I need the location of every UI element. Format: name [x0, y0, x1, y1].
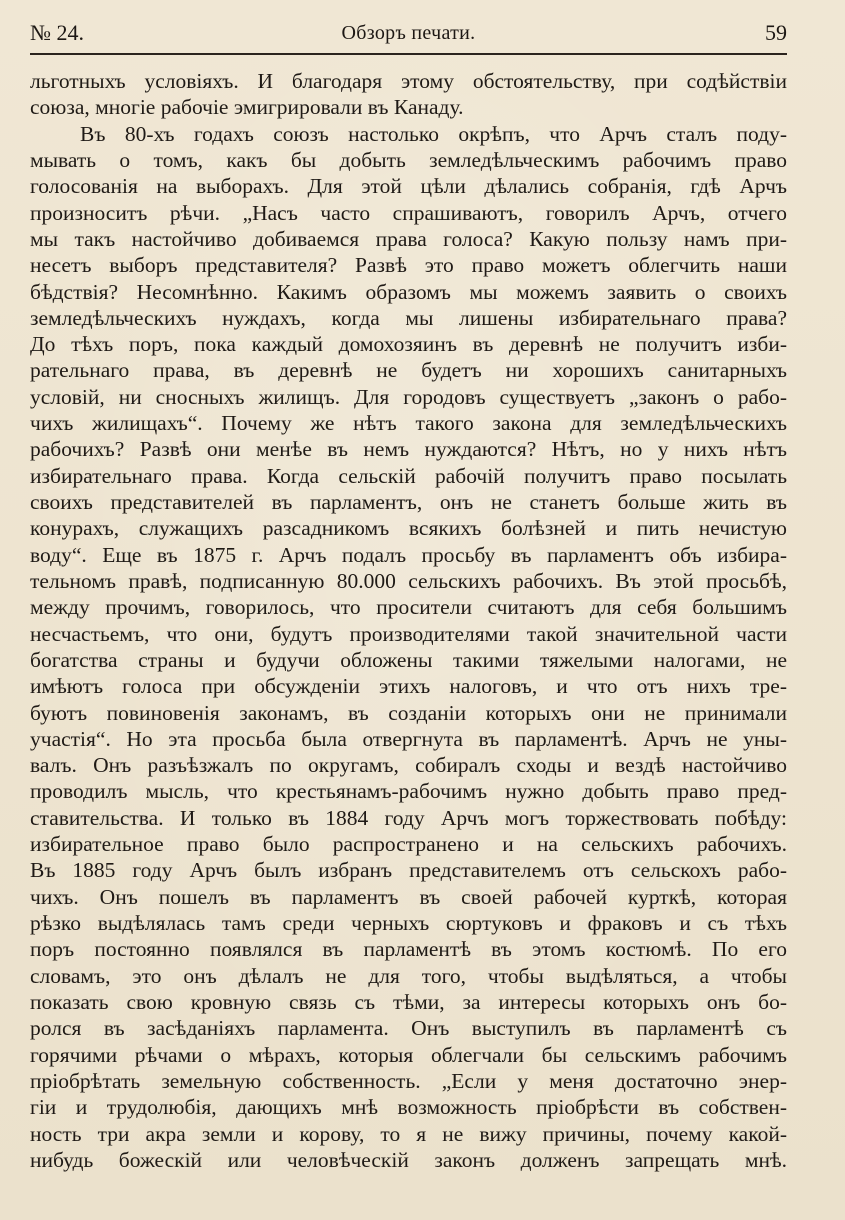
text-line: избирательное право было распространено и на сельскихъ рабочихъ.	[30, 832, 787, 857]
page-header	[30, 20, 787, 48]
text-line: ролся въ засѣданіяхъ парламента. Онъ выступилъ въ парламентѣ съ	[30, 1016, 787, 1041]
text-line: несчастьемъ, что они, будутъ производителями такой значительной части	[30, 621, 787, 646]
text-line: Въ 80-хъ годахъ союзъ настолько окрѣпъ, что Арчъ сталъ поду-	[80, 121, 787, 146]
text-line: конурахъ, служащихъ разсадникомъ всякихъ болѣзней и пить нечистую	[30, 516, 787, 541]
text-line: показать свою кровную связь съ тѣми, за интересы которыхъ онъ бо-	[30, 989, 787, 1014]
running-title: Обзоръ печати.	[341, 22, 476, 44]
text-line: мывать о томъ, какъ бы добыть земледѣльческимъ рабочимъ право	[30, 147, 787, 172]
text-line: бѣдствія? Несомнѣнно. Какимъ образомъ мы можемъ заявить о своихъ	[30, 279, 787, 304]
text-line: льготныхъ условіяхъ. И благодаря этому обстоятельству, при содѣйствіи	[30, 69, 787, 93]
text-line: рабочихъ? Развѣ они менѣе въ немъ нуждаются? Нѣтъ, но у нихъ нѣтъ	[30, 437, 787, 462]
text-line: пріобрѣтать земельную собственность. „Если у меня достаточно энер-	[30, 1068, 787, 1093]
text-line: До тѣхъ поръ, пока каждый домохозяинъ въ деревнѣ не получитъ изби-	[30, 332, 787, 357]
issue-number: № 24.	[30, 20, 84, 45]
page-number: 59	[765, 20, 787, 45]
text-line: ность три акра земли и корову, то я не вижу причины, почему какой-	[30, 1121, 787, 1146]
text-line: рательнаго права, въ деревнѣ не будетъ ни хорошихъ санитарныхъ	[30, 358, 787, 383]
text-line: рѣзко выдѣлялась тамъ среди черныхъ сюртуковъ и фраковъ и съ тѣхъ	[30, 911, 787, 935]
text-line: нибудь божескій или человѣческій законъ долженъ запрещать мнѣ.	[30, 1147, 787, 1172]
header-rule	[30, 53, 787, 55]
text-line: поръ постоянно появлялся въ парламентѣ въ этомъ костюмѣ. По его	[30, 937, 787, 962]
text-line: словамъ, это онъ дѣлалъ не для того, чтобы выдѣляться, а чтобы	[30, 963, 787, 988]
text-line: союза, многіе рабочіе эмигрировали въ Канаду.	[30, 95, 464, 120]
text-line: избирательнаго права. Когда сельскій рабочій получитъ право посылать	[30, 463, 787, 488]
text-line: своихъ представителей въ парламентъ, онъ не станетъ больше жить въ	[30, 490, 787, 514]
text-line: имѣютъ голоса при обсужденіи этихъ налоговъ, и что отъ нихъ тре-	[30, 674, 787, 699]
text-line: земледѣльческихъ нуждахъ, когда мы лишены избирательнаго права?	[30, 305, 787, 330]
text-line: тельномъ правѣ, подписанную 80.000 сельскихъ рабочихъ. Въ этой просьбѣ,	[30, 568, 787, 593]
text-line: ставительства. И только въ 1884 году Арчъ могъ торжествовать побѣду:	[30, 805, 787, 830]
text-line: проводилъ мысль, что крестьянамъ-рабочимъ нужно добыть право пред-	[30, 779, 787, 804]
text-line: между прочимъ, говорилось, что просители считаютъ для себя большимъ	[30, 595, 787, 620]
text-line: горячими рѣчами о мѣрахъ, которыя облегчали бы сельскимъ рабочимъ	[30, 1042, 787, 1067]
text-line: буютъ повиновенія законамъ, въ созданіи которыхъ они не принимали	[30, 700, 787, 725]
text-line: условій, ни сносныхъ жилищъ. Для городовъ существуетъ „законъ о рабо-	[30, 384, 787, 409]
text-line: мы такъ настойчиво добиваемся права голоса? Какую пользу намъ при-	[30, 226, 787, 251]
text-line: чихъ. Онъ пошелъ въ парламентъ въ своей рабочей курткѣ, которая	[30, 884, 787, 909]
text-line: несетъ выборъ представителя? Развѣ это право можетъ облегчить наши	[30, 253, 787, 278]
text-line: чихъ жилищахъ“. Почему же нѣтъ такого закона для земледѣльческихъ	[30, 411, 787, 436]
text-line: участія“. Но эта просьба была отвергнута въ парламентѣ. Арчъ не уны-	[30, 726, 787, 751]
text-line: валъ. Онъ разъѣзжалъ по округамъ, собиралъ сходы и вездѣ настойчиво	[30, 753, 787, 778]
text-line: Въ 1885 году Арчъ былъ избранъ представителемъ отъ сельскохъ рабо-	[30, 858, 787, 883]
text-line: голосованія на выборахъ. Для этой цѣли дѣлались собранія, гдѣ Арчъ	[30, 174, 787, 199]
article-body	[30, 68, 787, 1173]
text-line: богатства страны и будучи обложены такими тяжелыми налогами, не	[30, 647, 787, 672]
text-line: воду“. Еще въ 1875 г. Арчъ подалъ просьбу въ парламентъ объ избира-	[30, 542, 787, 567]
text-line: гіи и трудолюбія, дающихъ мнѣ возможность пріобрѣсти въ собствен-	[30, 1095, 787, 1120]
text-line: произноситъ рѣчи. „Насъ часто спрашиваютъ, говорилъ Арчъ, отчего	[30, 200, 787, 225]
